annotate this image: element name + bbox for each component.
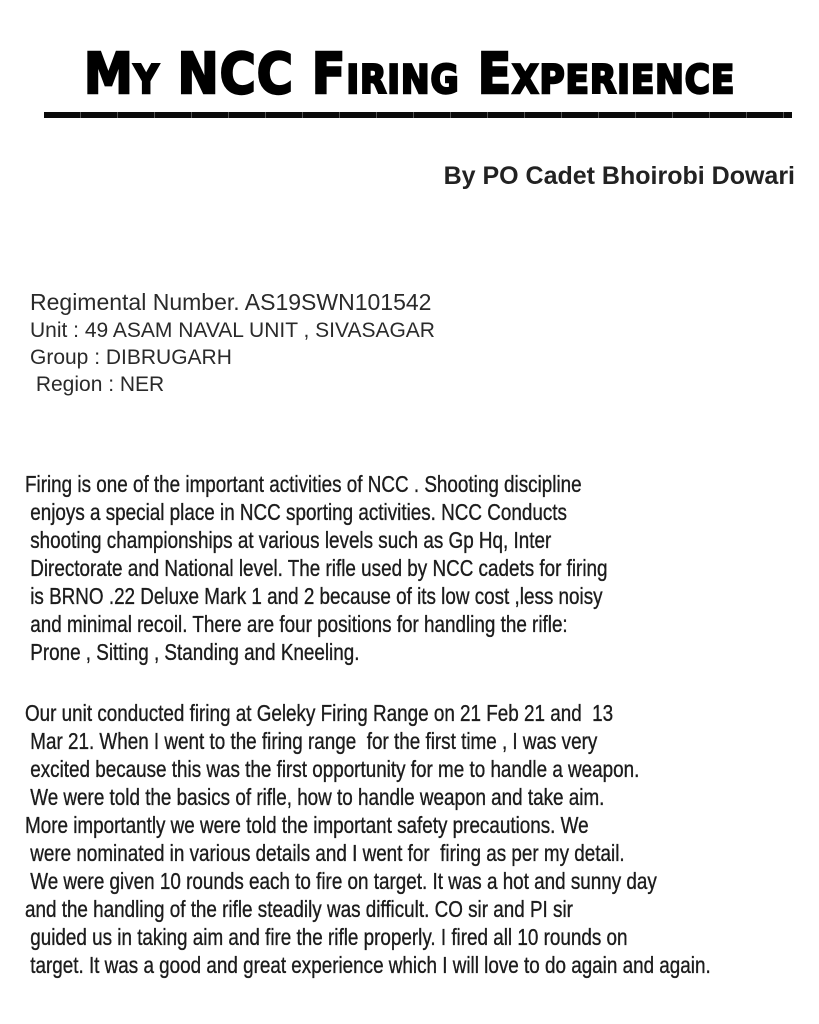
- page-title: My NCC Firing Experience: [83, 42, 736, 107]
- paragraph-line: excited because this was the first opportunity for me to handle a weapon.: [25, 756, 640, 782]
- paragraph-one: [25, 470, 607, 666]
- paragraph-line: is BRNO .22 Deluxe Mark 1 and 2 because of its low cost ,less noisy: [25, 583, 603, 609]
- byline: By PO Cadet Bhoirobi Dowari: [443, 162, 795, 190]
- paragraph-line: We were told the basics of rifle, how to handle weapon and take aim.: [25, 784, 605, 810]
- paragraph-line: shooting championships at various levels such as Gp Hq, Inter: [25, 527, 552, 553]
- paragraph-line: We were given 10 rounds each to fire on target. It was a hot and sunny day: [25, 868, 657, 894]
- paragraph-line: target. It was a good and great experience which I will love to do again and again.: [25, 952, 711, 978]
- title-underline-divider: [44, 112, 792, 118]
- paragraph-line: and the handling of the rifle steadily was difficult. CO sir and PI sir: [25, 896, 573, 922]
- paragraph-line: More importantly we were told the important safety precautions. We: [25, 812, 589, 838]
- paragraph-line: guided us in taking aim and fire the rifle properly. I fired all 10 rounds on: [25, 924, 628, 950]
- paragraph-line: Directorate and National level. The rifle used by NCC cadets for firing: [25, 555, 608, 581]
- paragraph-line: Prone , Sitting , Standing and Kneeling.: [25, 639, 360, 665]
- paragraph-line: Mar 21. When I went to the firing range for the first time , I was very: [25, 728, 598, 754]
- detail-group: Group : DIBRUGARH: [30, 346, 232, 369]
- paragraph-line: and minimal recoil. There are four positions for handling the rifle:: [25, 611, 568, 637]
- paragraph-line: Our unit conducted firing at Geleky Firing Range on 21 Feb 21 and 13: [25, 700, 614, 726]
- paragraph-line: enjoys a special place in NCC sporting activities. NCC Conducts: [25, 499, 567, 525]
- detail-region: Region : NER: [30, 373, 165, 396]
- detail-unit: Unit : 49 ASAM NAVAL UNIT , SIVASAGAR: [30, 319, 435, 342]
- paragraph-line: Firing is one of the important activities of NCC . Shooting discipline: [25, 471, 582, 497]
- details-block: [30, 287, 435, 398]
- paragraph-two: [25, 699, 711, 979]
- detail-regimental-number: Regimental Number. AS19SWN101542: [30, 289, 432, 315]
- paragraph-line: were nominated in various details and I went for firing as per my detail.: [25, 840, 625, 866]
